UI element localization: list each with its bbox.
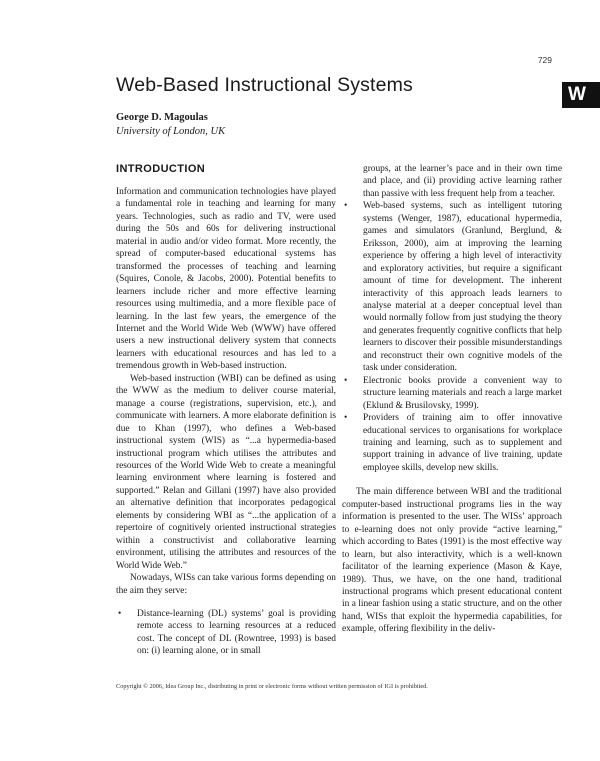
paragraph-main-difference: The main difference between WBI and the traditional computer-based instructional programs lies in the way information is presented to the user. The WISs’ approach to e-learning does not only provide “active learning,” which according to Bates (1991) is the most effective way to learn, but also interactivity, which is a well-known facilitator of the learning experience (Mason & Kaye, 1989). Thus, we have, on the one hand, traditional instructional programs which present educational content in a linear fashion using a static structure, and on the other hand, WISs that exploit the hypermedia capabilities, for example, offering flexibility in the deliv- xyxy=(342,487,562,635)
bullet-electronic-books xyxy=(342,375,562,412)
bullet-mark: • xyxy=(344,201,348,212)
bullet-training-providers xyxy=(342,412,562,474)
article-title: Web-Based Instructional Systems xyxy=(116,74,413,96)
paragraph-intro: Information and communication technologies have played a fundamental role in teaching and learning for many years. Technologies, such as radio and TV, were used during the 50s and 60s for delivering instructional material in audio and/or video format. More recently, the spread of computer-based educational systems has transformed the processes of teaching and learning (Squires, Conole, & Jacobs, 2000). Potential benefits to learners include richer and more effective learning resources using multimedia, and a more flexible pace of learning. In the last few years, the emergence of the Internet and the World Wide Web (WWW) have offered users a new instructional delivery system that connects learners with educational resources and has led to a tremendous growth in Web-based instruction. xyxy=(116,187,336,372)
author-affiliation: University of London, UK xyxy=(116,126,226,137)
bullet-distance-learning xyxy=(116,608,336,658)
bullet-text: Distance-learning (DL) systems’ goal is providing remote access to learning resources at a reduced cost. The concept of DL (Rowntree, 1993) is based on: (i) learning alone, or in small xyxy=(137,608,336,657)
bullet-text: Providers of training aim to offer innovative educational services to organisations for workplace training and learning, such as to supplement and support training in advance of live training, update employee skills, develop new skills. xyxy=(363,413,562,473)
bullet-text: Electronic books provide a convenient way to structure learning materials and reach a large market (Eklund & Brusilovsky, 1999). xyxy=(363,375,562,411)
bullet-web-based-systems xyxy=(342,200,562,374)
copyright-footer: Copyright © 2006, Idea Group Inc., distributing in print or electronic forms without written permission of IGI is prohibited. xyxy=(116,683,428,690)
section-heading-introduction: INTRODUCTION xyxy=(116,163,206,175)
author-block xyxy=(116,111,225,139)
bullet-mark: • xyxy=(118,608,122,619)
section-letter-tab: W xyxy=(562,82,600,108)
bullet-text: Web-based systems, such as intelligent tutoring systems (Wenger, 1987), educational hypermedia, games and simulators (Granlund, Berglund, & Eriksson, 2000), aim at improving the learning experience by offering a high level of interactivity and exploratory activities, but require a significant amount of time for development. The inherent interactivity of this approach leads learners to analyse material at a deeper conceptual level than would normally follow from just studying the theory and generates frequently cognitive conflicts that help learners to discover their possible misunderstandings and reconstruct their own cognitive models of the task under consideration. xyxy=(363,201,562,374)
bullet-mark: • xyxy=(344,375,348,386)
left-column xyxy=(116,186,336,658)
bullet-distance-learning-continued: groups, at the learner’s pace and in their own time and place, and (ii) providing active learning rather than passive with less frequent help from a teacher. xyxy=(363,164,562,199)
author-name: George D. Magoulas xyxy=(116,112,208,123)
paragraph-forms: Nowadays, WISs can take various forms depending on the aim they serve: xyxy=(116,573,336,596)
right-column xyxy=(342,163,562,636)
bullet-mark: • xyxy=(344,413,348,424)
paragraph-definition: Web-based instruction (WBI) can be defined as using the WWW as the medium to deliver course material, manage a course (registrations, supervision, etc.), and communicate with learners. A more elaborate definition is due to Khan (1997), who defines a Web-based instructional system (WIS) as “...a hypermedia-based instructional program which utilises the attributes and resources of the World Wide Web to create a meaningful learning environment where learning is fostered and supported.” Relan and Gillani (1997) have also provided an alternative definition that incorporates pedagogical elements by considering WBI as “...the application of a repertoire of cognitively oriented instructional strategies within a constructivist and collaborative learning environment, utilising the attributes and resources of the World Wide Web.” xyxy=(116,373,336,571)
page-number: 729 xyxy=(537,55,552,65)
